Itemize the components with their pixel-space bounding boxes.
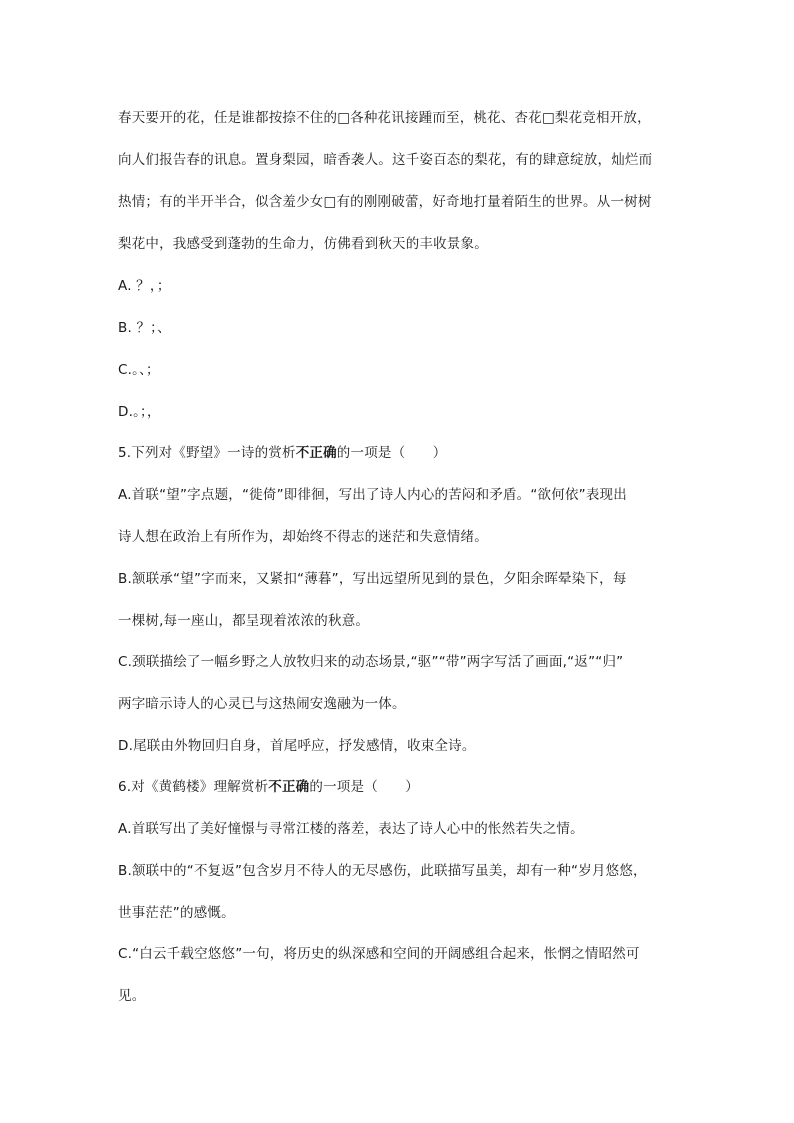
q5-option-line: A.首联“望”字点题，“徙倚”即徘徊，写出了诗人内心的苦闷和矛盾。“欲何依”表现出 bbox=[118, 487, 627, 503]
q6-stem-after: 的一项是（ ） bbox=[309, 779, 419, 795]
q5-option-line: 诗人想在政治上有所作为，却始终不得志的迷茫和失意情绪。 bbox=[118, 529, 488, 545]
q5-option-line: 两字暗示诗人的心灵已与这热闹安逸融为一体。 bbox=[118, 696, 406, 712]
q5-option-line: B.颔联承“望”字而来，又紧扣“薄暮”，写出远望所见到的景色，夕阳余晖晕染下，每 bbox=[118, 571, 627, 587]
q6-option-line: 见。 bbox=[118, 988, 146, 1004]
q4-option-d: D.。；， bbox=[118, 404, 161, 420]
q6-option-line: A.首联写出了美好憧憬与寻常江楼的落差，表达了诗人心中的怅然若失之情。 bbox=[118, 821, 584, 837]
q6-stem bbox=[118, 777, 688, 797]
q6-option-line: 世事茫茫”的感慨。 bbox=[118, 905, 235, 921]
passage-line: 热情；有的半开半合，似含羞少女□有的刚刚破蕾，好奇地打量着陌生的世界。从一树树 bbox=[118, 194, 652, 210]
q4-option-b: B. ？；、 bbox=[118, 320, 171, 336]
q6-stem-emphasis: 不正确 bbox=[268, 779, 310, 795]
q4-option-c: C.。、； bbox=[118, 362, 160, 378]
passage-line: 向人们报告春的讯息。置身梨园，暗香袭人。这千姿百态的梨花，有的肆意绽放，灿烂而 bbox=[118, 152, 653, 168]
q6-option-line: B.颔联中的“不复返”包含岁月不待人的无尽感伤，此联描写虽美，却有一种“岁月悠悠， bbox=[118, 863, 647, 879]
q5-stem-after: 的一项是（ ） bbox=[336, 445, 447, 461]
q6-stem-before: 6.对《黄鹤楼》理解赏析 bbox=[118, 779, 269, 795]
q6-option-line: C.“白云千载空悠悠”一句，将历史的纵深感和空间的开阔感组合起来，怅惘之情昭然可 bbox=[118, 946, 640, 962]
passage-line: 春天要开的花，任是谁都按捺不住的□各种花讯接踵而至，桃花、杏花□梨花竞相开放， bbox=[118, 110, 651, 126]
q4-option-a: A. ？，； bbox=[118, 278, 171, 294]
q5-option-line: 一棵树,每一座山，都呈现着浓浓的秋意。 bbox=[118, 613, 370, 629]
q5-stem-emphasis: 不正确 bbox=[295, 445, 337, 461]
q5-stem bbox=[118, 443, 688, 463]
q5-option-line: D.尾联由外物回归自身，首尾呼应，抒发感情，收束全诗。 bbox=[118, 738, 476, 754]
passage-line: 梨花中，我感受到蓬勃的生命力，仿佛看到秋天的丰收景象。 bbox=[118, 236, 488, 252]
q5-option-line: C.颈联描绘了一幅乡野之人放牧归来的动态场景,“驱”“带”两字写活了画面,“返”“归” bbox=[118, 654, 624, 670]
q5-stem-before: 5.下列对《野望》一诗的赏析 bbox=[118, 445, 296, 461]
